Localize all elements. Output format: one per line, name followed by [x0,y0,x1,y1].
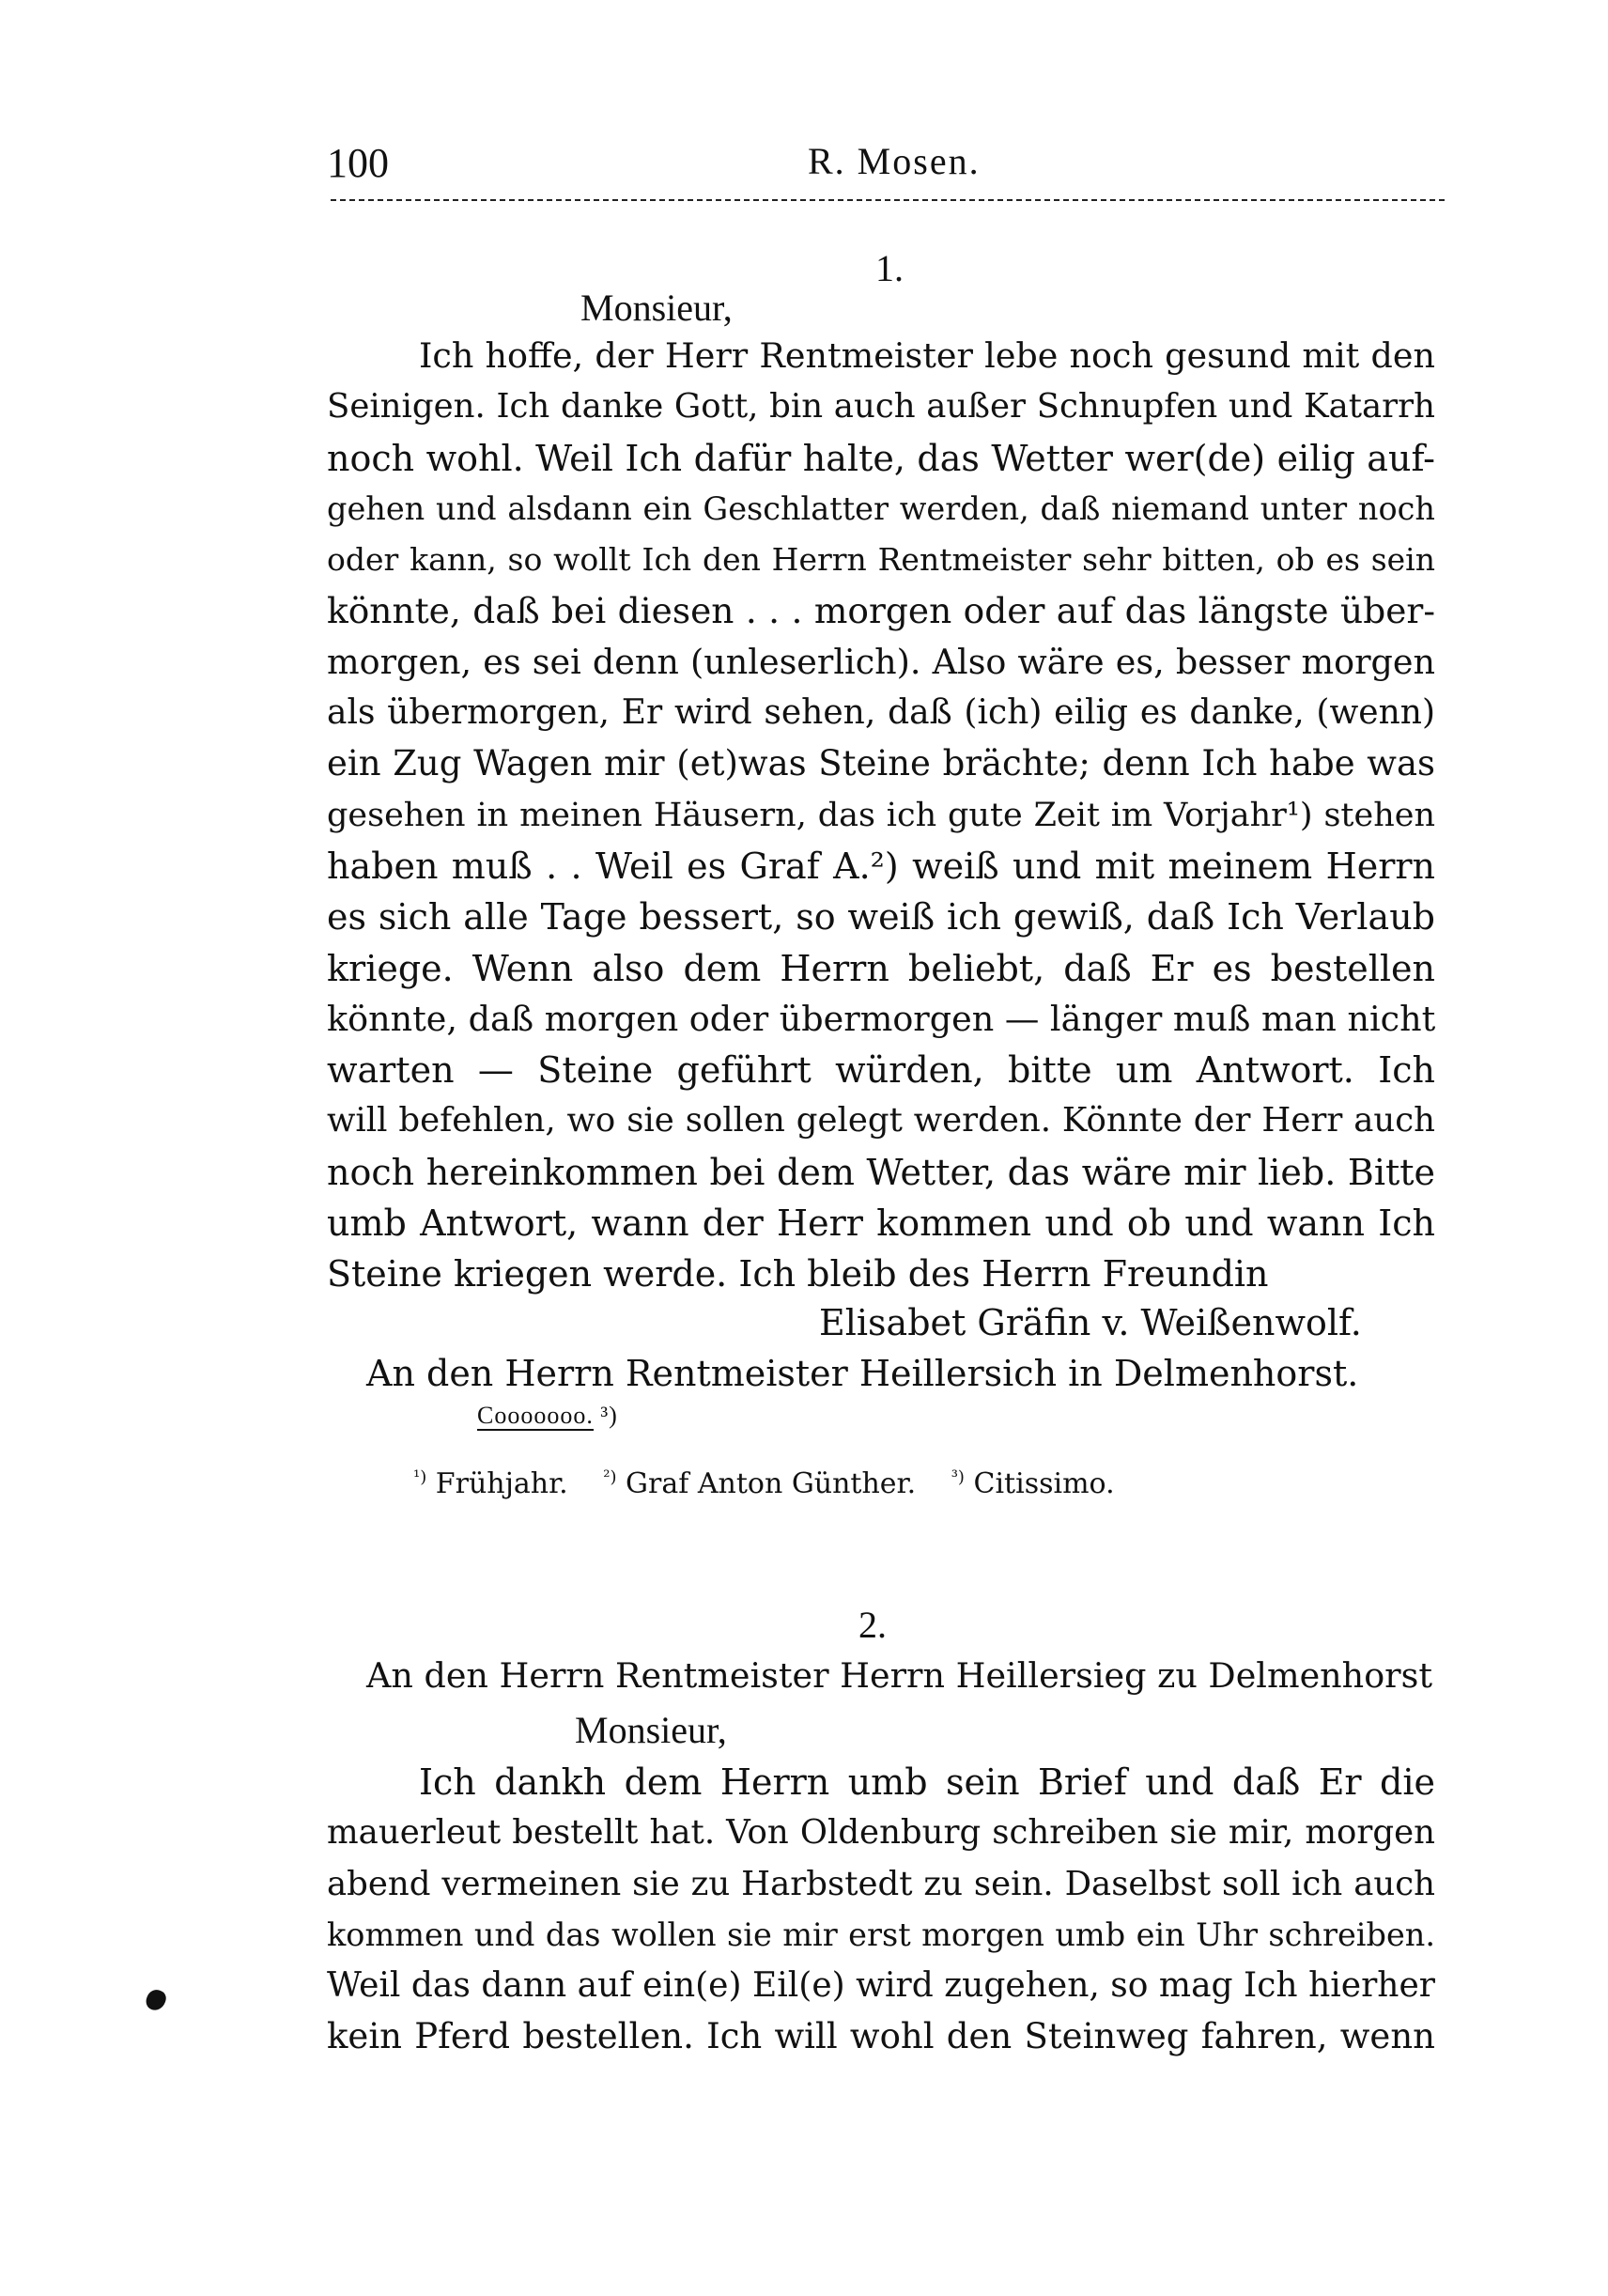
text-line: Ich dankh dem Herrn umb sein Brief und daß Er die [419,1761,1435,1803]
text-line: haben muß . . Weil es Graf A.²) weiß und mit meinem Herrn [327,845,1435,887]
footnote-mark: ³) [951,1467,965,1487]
text-line: könnte, daß bei diesen . . . morgen oder auf das längste über- [327,590,1435,632]
letter-2-address: An den Herrn Rentmeister Herrn Heillersieg zu Delmenhorst [366,1655,1433,1696]
footnote-text: Graf Anton Günther. [626,1467,917,1500]
text-line: als übermorgen, Er wird sehen, daß (ich) eilig es danke, (wenn) [327,693,1435,733]
text-line: könnte, daß morgen oder übermorgen — länger muß man nicht [327,998,1435,1039]
footnote-text: Citissimo. [973,1467,1115,1500]
letter-2-salutation: Monsieur, [575,1709,727,1751]
text-line: Steine kriegen werde. Ich bleib des Herrn Freundin [327,1253,1269,1295]
text-line: gesehen in meinen Häusern, das ich gute Zeit im Vorjahr¹) stehen [327,796,1435,834]
text-line: will befehlen, wo sie sollen gelegt werden. Könnte der Herr auch [327,1101,1435,1140]
text-line: Ich hoffe, der Herr Rentmeister lebe noch gesund mit den [419,335,1435,376]
footnotes [413,1467,1141,1500]
text-line: morgen, es sei denn (unleserlich). Also wäre es, besser morgen [327,641,1435,682]
page-number: 100 [327,140,389,186]
letter-number-2: 2. [858,1604,887,1646]
cito-text: Cooooooo. [477,1402,594,1429]
footnote-2 [603,1467,916,1500]
text-line: warten — Steine geführt würden, bitte um Antwort. Ich [327,1049,1435,1092]
text-line: kommen und das wollen sie mir erst morgen umb ein Uhr schreiben. [327,1916,1435,1953]
text-line: abend vermeinen sie zu Harbstedt zu sein. Daselbst soll ich auch [327,1864,1435,1903]
letter-1-salutation: Monsieur, [580,287,733,329]
letter-number-1: 1. [875,247,904,289]
text-line: es sich alle Tage bessert, so weiß ich gewiß, daß Ich Verlaub [327,896,1435,939]
text-line: umb Antwort, wann der Herr kommen und ob und wann Ich [327,1202,1435,1245]
text-line: noch hereinkommen bei dem Wetter, das wäre mir lieb. Bitte [327,1151,1435,1193]
running-head: R. Mosen. [808,140,981,182]
footnote-mark: ¹) [413,1467,427,1487]
footnote-1 [413,1467,568,1500]
header-rule [331,199,1445,201]
text-line: kriege. Wenn also dem Herrn beliebt, daß Er es bestellen [327,947,1435,989]
footnote-mark: ²) [603,1467,617,1487]
text-line: ein Zug Wagen mir (et)was Steine brächte; denn Ich habe was [327,743,1435,784]
letter-1-address: An den Herrn Rentmeister Heillersich in Delmenhorst. [366,1353,1359,1394]
ink-blot [144,1987,168,2013]
page-header [327,139,1446,195]
cito-footnote-mark: ³) [600,1402,618,1429]
text-line: kein Pferd bestellen. Ich will wohl den Steinweg fahren, wenn [327,2016,1435,2057]
footnote-text: Frühjahr. [435,1467,568,1500]
text-line: noch wohl. Weil Ich dafür halte, das Wetter wer(de) eilig auf- [327,437,1435,479]
letter-2-body [327,1757,1435,2063]
text-line: mauerleut bestellt hat. Von Oldenburg schreiben sie mir, morgen [327,1813,1435,1853]
text-line: Weil das dann auf ein(e) Eil(e) wird zugehen, so mag Ich hierher [327,1966,1435,2006]
cito-marking [477,1402,618,1430]
text-line: gehen und alsdann ein Geschlatter werden, daß niemand unter noch [327,489,1435,527]
text-line: oder kann, so wollt Ich den Herrn Rentmeister sehr bitten, ob es sein [327,541,1435,579]
letter-1-body [327,331,1435,1300]
letter-1-signature: Elisabet Gräfin v. Weißenwolf. [819,1302,1362,1343]
footnote-3 [951,1467,1115,1500]
text-line: Seinigen. Ich danke Gott, bin auch außer Schnupfen und Katarrh [327,387,1435,427]
